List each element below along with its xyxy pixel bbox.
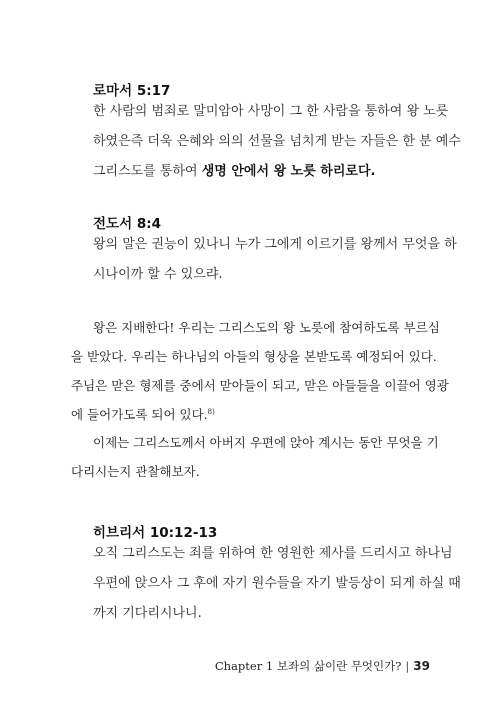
body-paragraph-2 xyxy=(71,428,439,486)
verse-text-hebrews xyxy=(93,539,461,629)
footer-separator: | xyxy=(405,659,410,673)
verse-line: 하였은즉 더욱 은혜와 의의 선물을 넘치게 받는 자들은 한 분 예수 xyxy=(93,134,461,149)
body-paragraph-1 xyxy=(71,313,449,429)
chapter-title: Chapter 1 보좌의 삶이란 무엇인가? xyxy=(214,659,402,673)
paragraph-line: 다리시는지 관찰해보자. xyxy=(71,464,200,479)
page-number: 39 xyxy=(413,659,430,673)
verse-text-ecclesiastes xyxy=(93,230,457,290)
verse-reference-romans: 로마서 5:17 xyxy=(93,83,171,99)
verse-reference-hebrews: 히브리서 10:12-13 xyxy=(93,525,218,541)
paragraph-line: 을 받았다. 우리는 하나님의 아들의 형상을 본받도록 예정되어 있다. xyxy=(71,349,437,364)
paragraph-line xyxy=(71,400,433,429)
paragraph-line: 주님은 맏은 형제를 중에서 맏아들이 되고, 맏은 아들들을 이끌어 영광 xyxy=(71,378,449,393)
paragraph-line: 이제는 그리스도께서 아버지 우편에 앉아 계시는 동안 무엇을 기 xyxy=(93,435,439,450)
page-footer xyxy=(215,658,430,674)
verse-line: 시나이까 할 수 있으랴. xyxy=(93,267,223,282)
verse-line: 우편에 앉으사 그 후에 자기 원수들을 자기 발등상이 되게 하실 때 xyxy=(93,576,461,591)
verse-text-romans xyxy=(93,97,461,187)
verse-line-plain: 그리스도를 통하여 xyxy=(93,164,202,179)
paragraph-line-text: 에 들어가도록 되어 있다. xyxy=(71,407,208,422)
footnote-marker: 8) xyxy=(207,407,215,416)
verse-line: 한 사람의 범죄로 말미암아 사망이 그 한 사람을 통하여 왕 노릇 xyxy=(93,104,449,119)
verse-line xyxy=(93,157,438,187)
verse-line: 까지 기다리시나니. xyxy=(93,606,202,621)
verse-line: 왕의 말은 권능이 있나니 누가 그에게 이르기를 왕께서 무엇을 하 xyxy=(93,237,457,252)
verse-reference-ecclesiastes: 전도서 8:4 xyxy=(93,216,162,232)
paragraph-line: 왕은 지배한다! 우리는 그리스도의 왕 노릇에 참여하도록 부르심 xyxy=(93,320,440,335)
verse-line: 오직 그리스도는 죄를 위하여 한 영원한 제사를 드리시고 하나님 xyxy=(93,546,453,561)
verse-emphasis: 생명 안에서 왕 노릇 하리로다. xyxy=(201,164,376,179)
